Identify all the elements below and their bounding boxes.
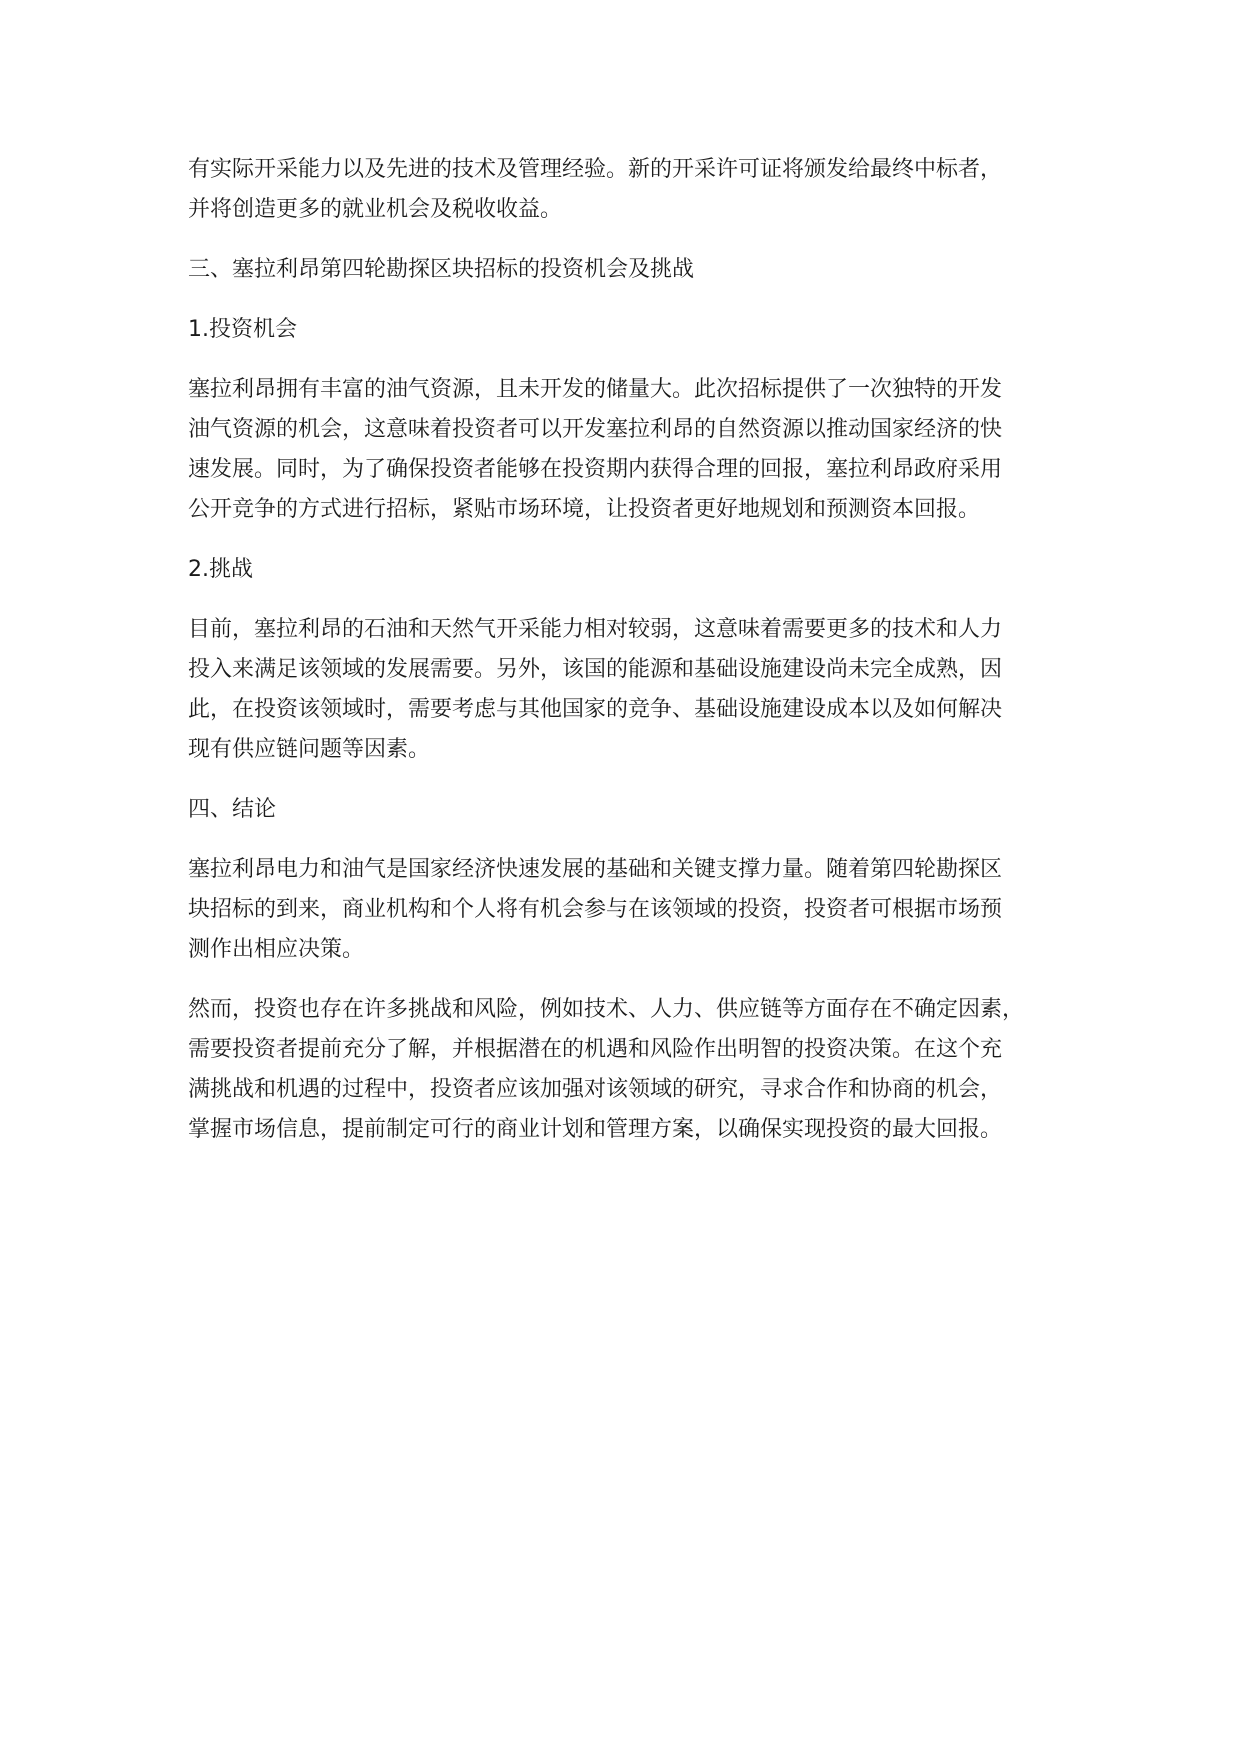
paragraph (188, 990, 1088, 1150)
section-heading (188, 250, 1088, 290)
text-line: 需要投资者提前充分了解，并根据潜在的机遇和风险作出明智的投资决策。在这个充 (188, 1037, 1003, 1062)
text-line: 掌握市场信息，提前制定可行的商业计划和管理方案，以确保实现投资的最大回报。 (188, 1117, 1003, 1142)
text-line: 三、塞拉利昂第四轮勘探区块招标的投资机会及挑战 (188, 257, 695, 282)
text-line: 油气资源的机会，这意味着投资者可以开发塞拉利昂的自然资源以推动国家经济的快 (188, 417, 1003, 442)
section-heading (188, 790, 1088, 830)
subsection-heading (188, 310, 1088, 350)
subsection-heading (188, 550, 1088, 590)
text-line: 块招标的到来，商业机构和个人将有机会参与在该领域的投资，投资者可根据市场预 (188, 897, 1003, 922)
text-line: 并将创造更多的就业机会及税收收益。 (188, 197, 563, 222)
text-line: 满挑战和机遇的过程中，投资者应该加强对该领域的研究，寻求合作和协商的机会， (188, 1077, 1003, 1102)
text-line: 塞拉利昂电力和油气是国家经济快速发展的基础和关键支撑力量。随着第四轮勘探区 (188, 857, 1003, 882)
text-line: 然而，投资也存在许多挑战和风险，例如技术、人力、供应链等方面存在不确定因素， (188, 997, 1025, 1022)
text-line: 2.挑战 (188, 557, 253, 582)
text-line: 目前，塞拉利昂的石油和天然气开采能力相对较弱，这意味着需要更多的技术和人力 (188, 617, 1003, 642)
text-line: 现有供应链问题等因素。 (188, 737, 431, 762)
text-line: 此，在投资该领域时，需要考虑与其他国家的竞争、基础设施建设成本以及如何解决 (188, 697, 1003, 722)
text-line: 公开竞争的方式进行招标，紧贴市场环境，让投资者更好地规划和预测资本回报。 (188, 497, 981, 522)
paragraph (188, 850, 1088, 970)
paragraph (188, 150, 1088, 230)
text-line: 塞拉利昂拥有丰富的油气资源，且未开发的储量大。此次招标提供了一次独特的开发 (188, 377, 1003, 402)
paragraph (188, 610, 1088, 770)
document-body (188, 150, 1088, 1170)
text-line: 投入来满足该领域的发展需要。另外，该国的能源和基础设施建设尚未完全成熟，因 (188, 657, 1003, 682)
paragraph (188, 370, 1088, 530)
text-line: 1.投资机会 (188, 317, 297, 342)
text-line: 四、结论 (188, 797, 277, 822)
text-line: 测作出相应决策。 (188, 937, 365, 962)
text-line: 速发展。同时，为了确保投资者能够在投资期内获得合理的回报，塞拉利昂政府采用 (188, 457, 1003, 482)
text-line: 有实际开采能力以及先进的技术及管理经验。新的开采许可证将颁发给最终中标者， (188, 157, 1003, 182)
